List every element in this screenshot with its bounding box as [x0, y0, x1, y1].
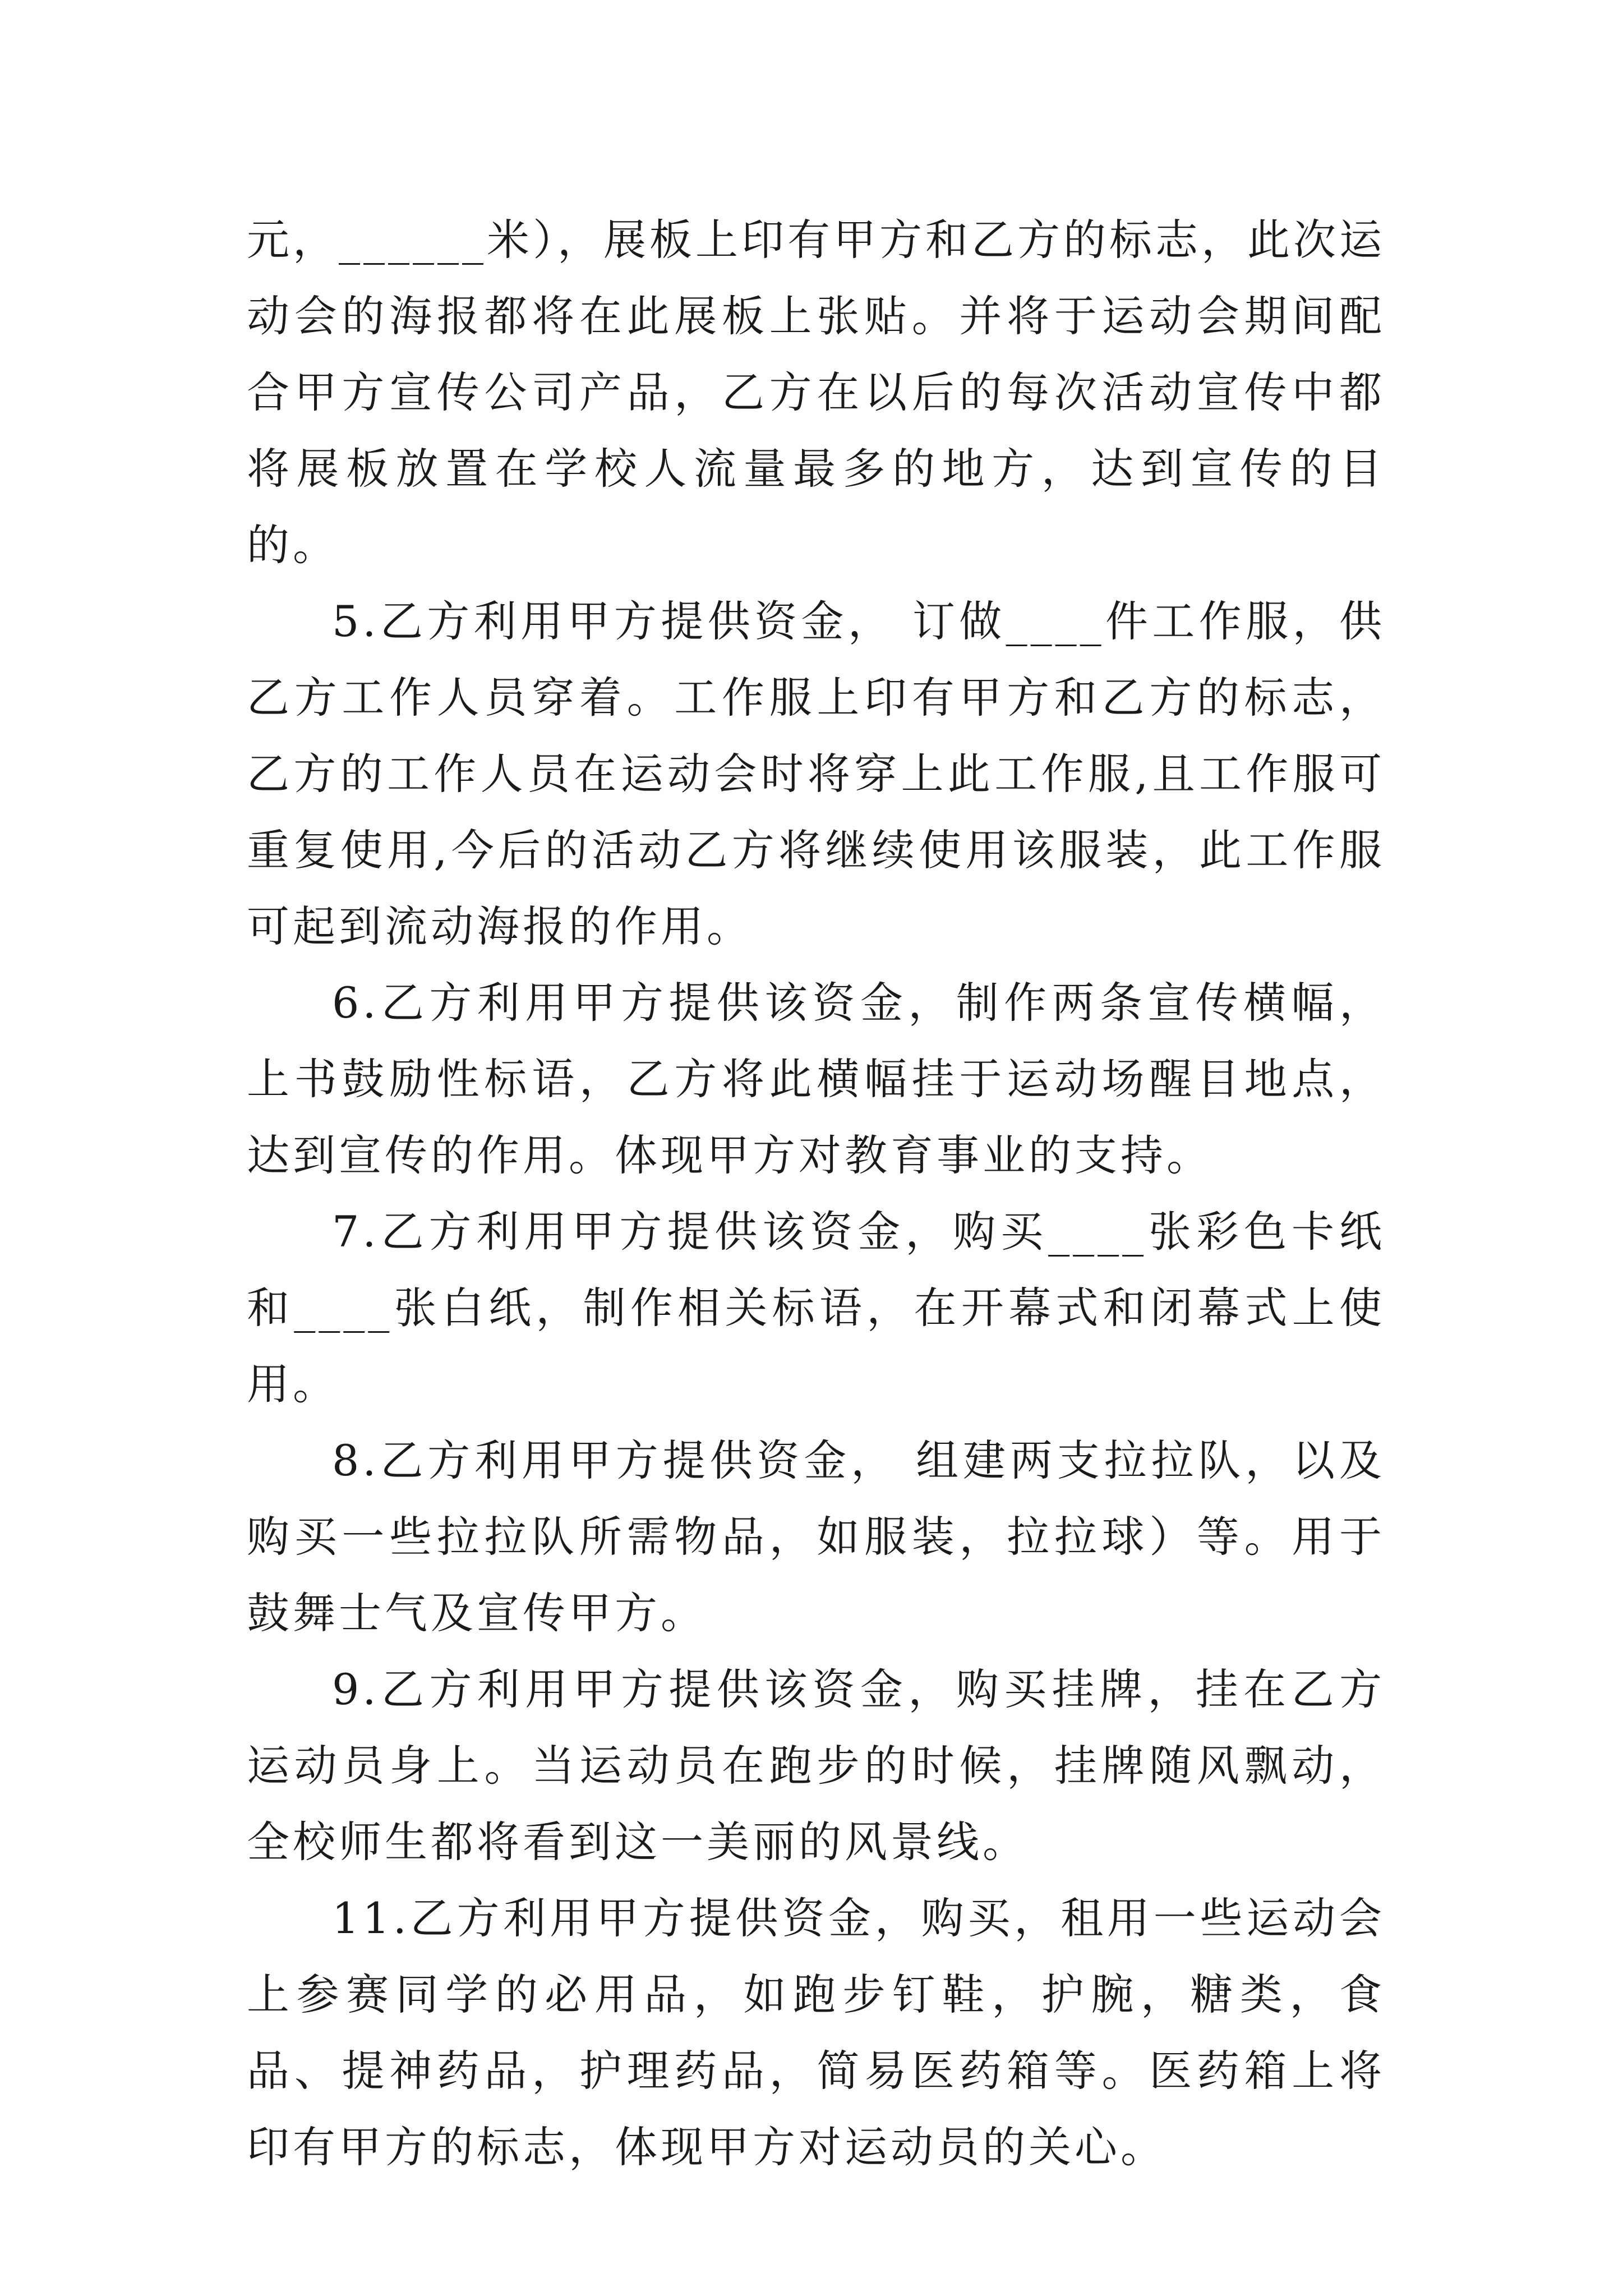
paragraph-item-9: 9.乙方利用甲方提供该资金，购买挂牌，挂在乙方运动员身上。当运动员在跑步的时候，挂牌随风飘动，全校师生都将看到这一美丽的风景线。: [247, 1664, 1385, 1867]
paragraph-continuation: 元，______米），展板上印有甲方和乙方的标志，此次运动会的海报都将在此展板上张贴。并将于运动会期间配合甲方宣传公司产品，乙方在以后的每次活动宣传中都将展板放置在学校人流量最多的地方，达到宣传的目的。: [247, 215, 1385, 570]
paragraph-item-8: 8.乙方利用甲方提供资金， 组建两支拉拉队，以及购买一些拉拉队所需物品，如服装，拉拉球）等。用于鼓舞士气及宣传甲方。: [247, 1435, 1385, 1638]
paragraph-item-6: 6.乙方利用甲方提供该资金，制作两条宣传横幅，上书鼓励性标语，乙方将此横幅挂于运动场醒目地点，达到宣传的作用。体现甲方对教育事业的支持。: [247, 978, 1385, 1180]
paragraph-item-11: 11.乙方利用甲方提供资金，购买，租用一些运动会上参赛同学的必用品，如跑步钉鞋，护腕，糖类，食品、提神药品，护理药品，简易医药箱等。医药箱上将印有甲方的标志，体现甲方对运动员的关心。: [247, 1893, 1385, 2172]
paragraph-item-7: 7.乙方利用甲方提供该资金，购买____张彩色卡纸和____张白纸，制作相关标语，在开幕式和闭幕式上使用。: [247, 1207, 1385, 1409]
paragraph-item-5: 5.乙方利用甲方提供资金， 订做____件工作服，供乙方工作人员穿着。工作服上印有甲方和乙方的标志，乙方的工作人员在运动会时将穿上此工作服,且工作服可重复使用,今后的活动乙方将继续使用该服装，此工作服可起到流动海报的作用。: [247, 596, 1385, 951]
document-body: [247, 202, 1385, 2185]
